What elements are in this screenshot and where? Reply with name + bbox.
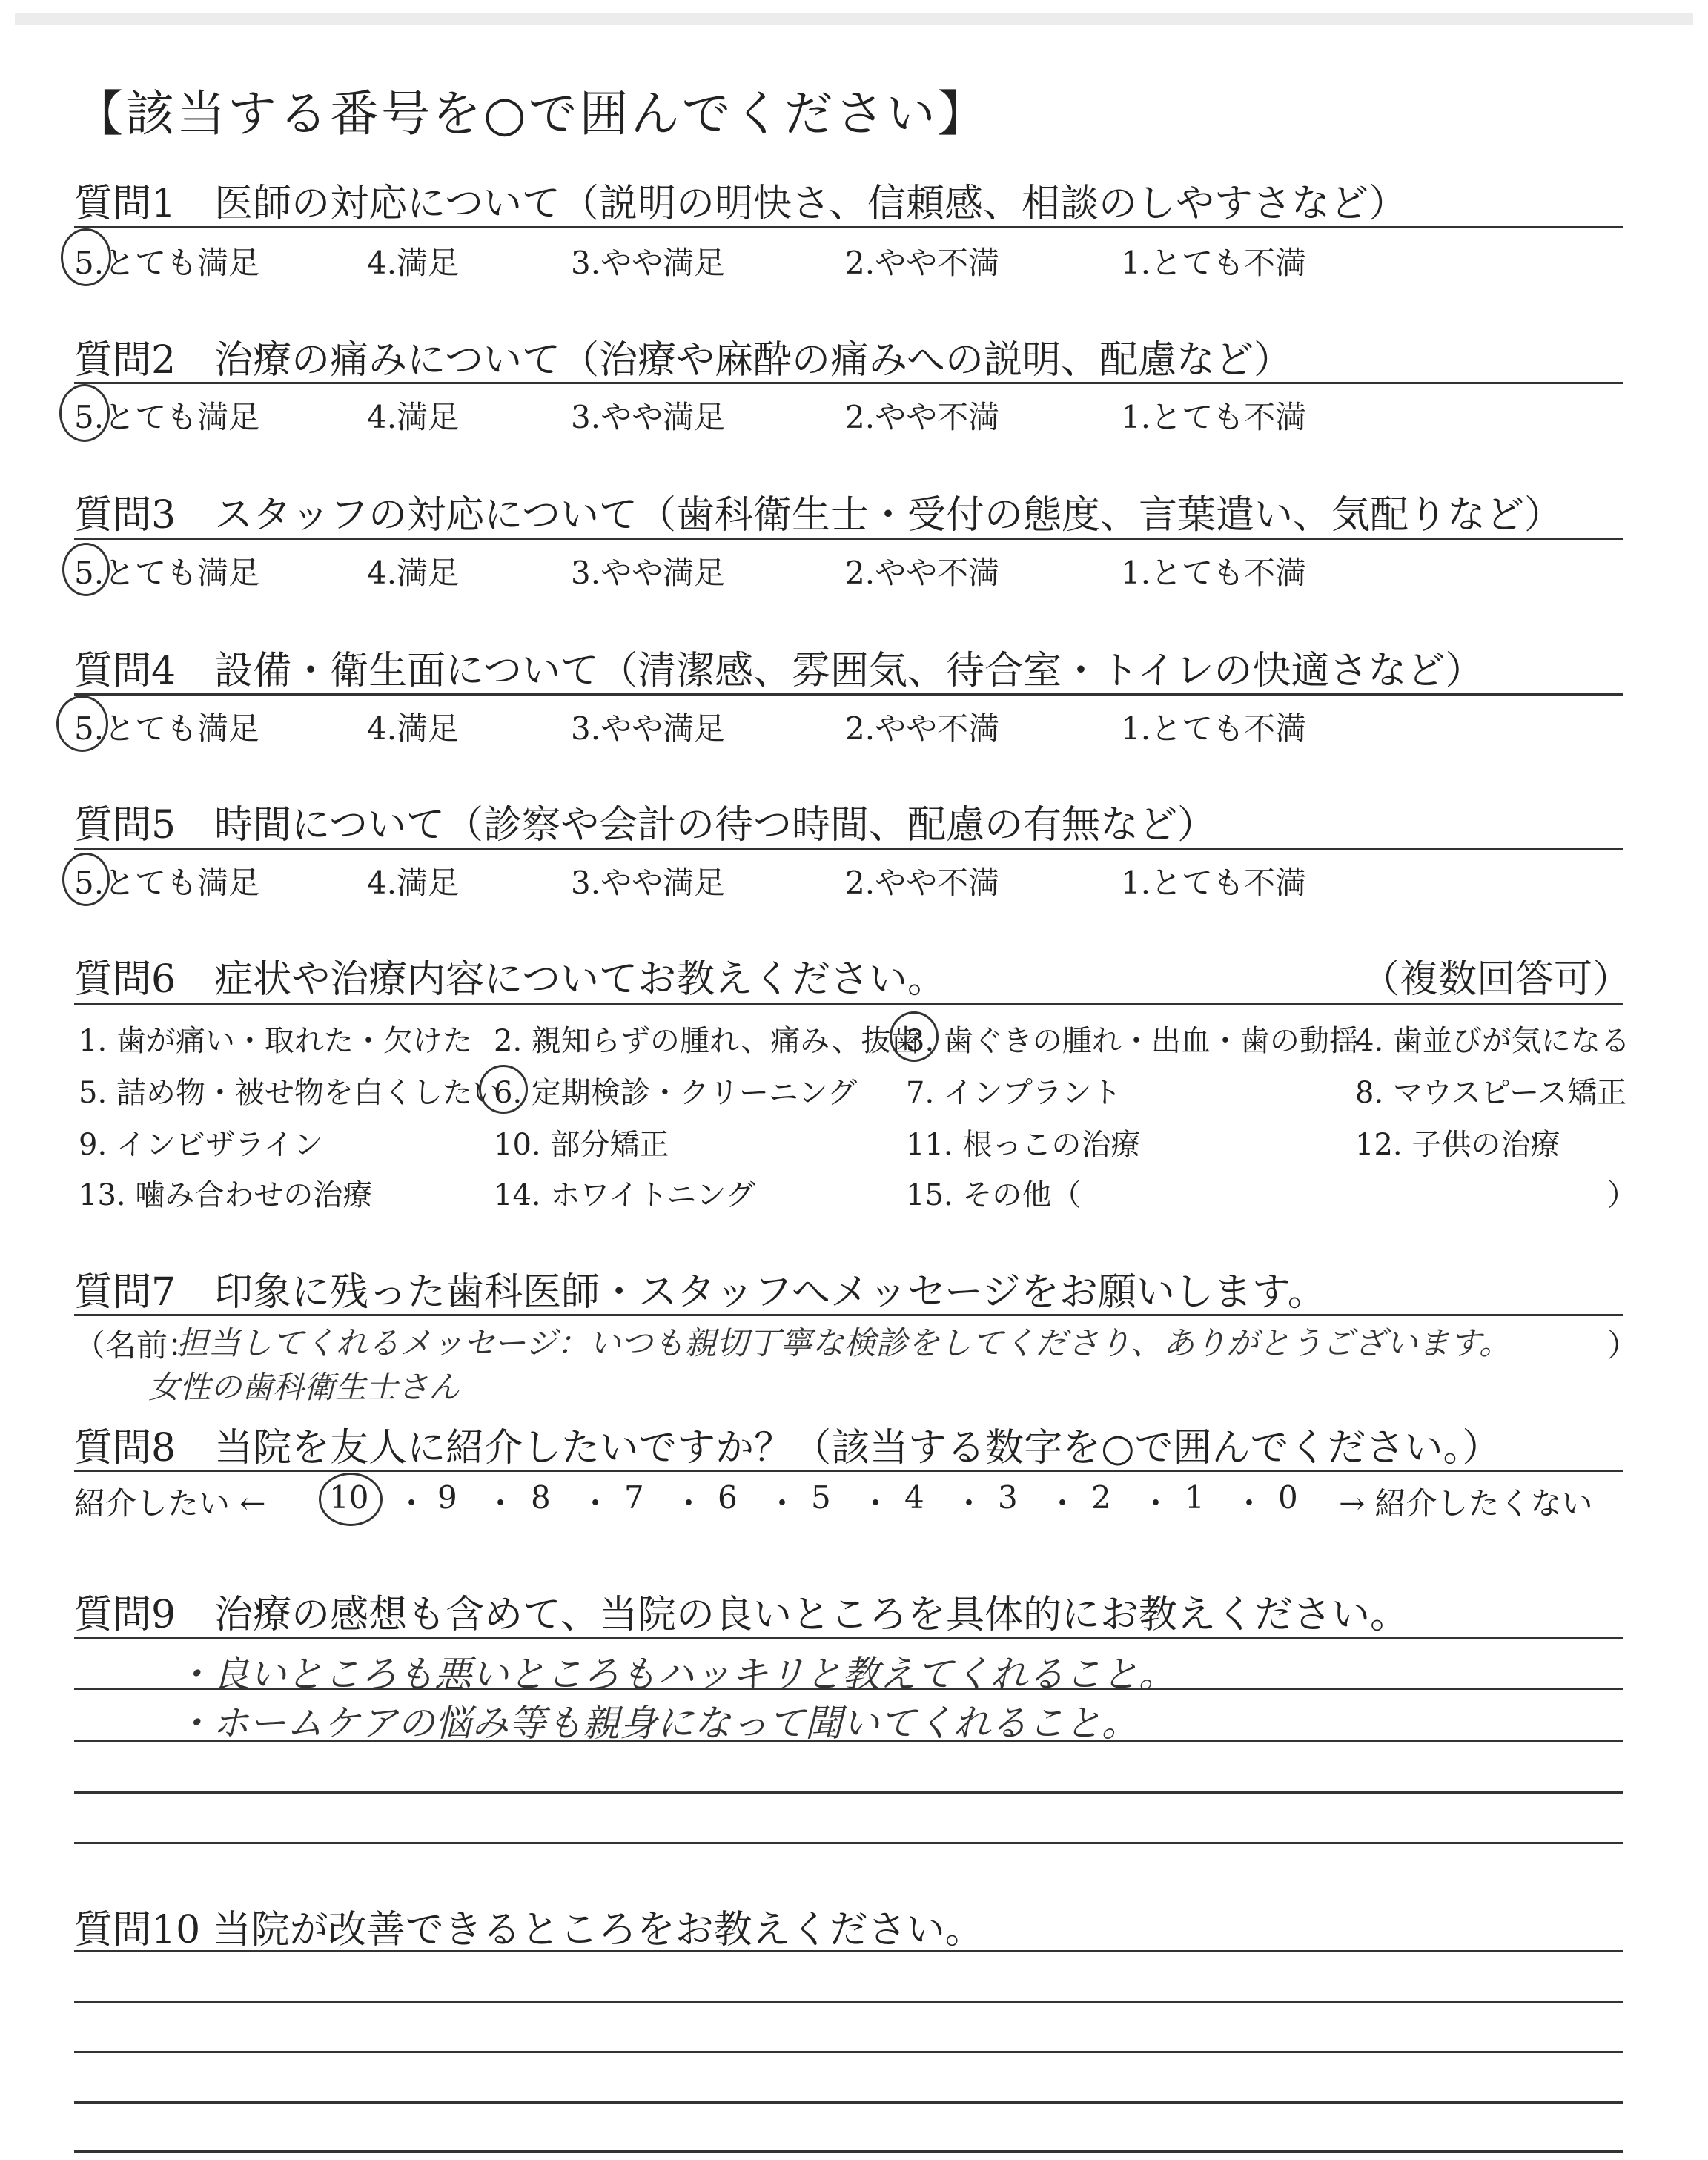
question-8-scale-0[interactable]: 0 <box>1278 1479 1298 1516</box>
question-9-title: 質問9 治療の感想も含めて、当院の良いところを具体的にお教えください。 <box>74 1593 1409 1637</box>
question-8-selection-circle <box>319 1473 383 1526</box>
question-1-rule <box>74 226 1623 228</box>
question-2-option-1[interactable]: 1.とても不満 <box>1121 399 1307 435</box>
question-5-option-5[interactable]: 5.とても満足 <box>74 865 260 901</box>
question-1-selection-circle <box>61 228 111 286</box>
question-9-rule-5 <box>74 1842 1623 1844</box>
question-6-selection-circle-6 <box>479 1065 528 1114</box>
question-6-option-6[interactable]: 6. 定期検診・クリーニング <box>494 1076 858 1110</box>
question-1-option-4[interactable]: 4.満足 <box>367 245 460 281</box>
question-8-scale-1[interactable]: 1 <box>1185 1479 1205 1516</box>
question-8-scale-dot: ・ <box>767 1485 798 1522</box>
question-5-selection-circle <box>62 853 110 906</box>
question-8-scale-10[interactable]: 10 <box>329 1479 369 1516</box>
question-6-rule <box>74 1003 1623 1005</box>
question-1-option-5[interactable]: 5.とても満足 <box>74 245 260 281</box>
question-8-scale-2[interactable]: 2 <box>1091 1479 1111 1516</box>
question-8-scale-dot: ・ <box>953 1485 985 1522</box>
question-3-option-3[interactable]: 3.やや満足 <box>571 555 726 591</box>
question-1-option-3[interactable]: 3.やや満足 <box>571 245 726 281</box>
question-4-title: 質問4 設備・衛生面について（清潔感、雰囲気、待合室・トイレの快適さなど） <box>74 649 1484 693</box>
question-8-scale-dot: ・ <box>673 1485 705 1522</box>
question-6-note: （複数回答可） <box>1361 957 1632 1002</box>
question-6-option-13[interactable]: 13. 噛み合わせの治療 <box>79 1178 373 1212</box>
question-7-name-prefix: （名前： <box>74 1327 199 1364</box>
question-8-scale-6[interactable]: 6 <box>718 1479 738 1516</box>
question-8-scale-dot: ・ <box>580 1485 612 1522</box>
question-10-rule-4 <box>74 2101 1623 2104</box>
question-8-scale-9[interactable]: 9 <box>437 1479 457 1516</box>
question-5-option-4[interactable]: 4.満足 <box>367 865 460 901</box>
question-6-selection-circle-3 <box>890 1011 939 1062</box>
question-3-option-5[interactable]: 5.とても満足 <box>74 555 260 591</box>
question-8-title: 質問8 当院を友人に紹介したいですか？（該当する数字を○で囲んでください。） <box>74 1426 1501 1470</box>
question-10-rule-5 <box>74 2150 1623 2153</box>
question-4-selection-circle <box>56 696 108 752</box>
question-6-option-3[interactable]: 3. 歯ぐきの腫れ・出血・歯の動揺 <box>906 1024 1359 1058</box>
question-9-rule-4 <box>74 1791 1623 1794</box>
question-6-option-2[interactable]: 2. 親知らずの腫れ、痛み、抜歯 <box>494 1024 921 1058</box>
question-8-rule <box>74 1470 1623 1472</box>
question-10-rule-3 <box>74 2051 1623 2053</box>
question-10-rule-2 <box>74 2001 1623 2003</box>
question-3-selection-circle <box>62 543 110 596</box>
question-3-rule <box>74 538 1623 540</box>
question-5-option-2[interactable]: 2.やや不満 <box>845 865 1000 901</box>
question-3-option-2[interactable]: 2.やや不満 <box>845 555 1000 591</box>
question-5-option-3[interactable]: 3.やや満足 <box>571 865 726 901</box>
question-5-option-1[interactable]: 1.とても不満 <box>1121 865 1307 901</box>
question-8-scale-7[interactable]: 7 <box>624 1479 644 1516</box>
question-6-option-15-close: ） <box>1607 1178 1637 1212</box>
question-7-handwritten-name: 女性の歯科衛生士さん <box>148 1369 460 1405</box>
question-2-option-5[interactable]: 5.とても満足 <box>74 399 260 435</box>
question-7-rule <box>74 1314 1623 1316</box>
question-5-title: 質問5 時間について（診察や会計の待つ時間、配慮の有無など） <box>74 803 1217 848</box>
question-4-option-1[interactable]: 1.とても不満 <box>1121 710 1307 747</box>
question-4-option-4[interactable]: 4.満足 <box>367 710 460 747</box>
question-1-option-1[interactable]: 1.とても不満 <box>1121 245 1307 281</box>
question-7-handwritten-message: 担当してくれるメッセージ：いつも親切丁寧な検診をしてくださり、ありがとうございます。 <box>176 1325 1511 1362</box>
question-10-title: 質問10 当院が改善できるところをお教えください。 <box>74 1908 984 1952</box>
question-8-left-label: 紹介したい ← <box>74 1485 266 1522</box>
question-9-rule-1 <box>74 1637 1623 1639</box>
question-2-option-2[interactable]: 2.やや不満 <box>845 399 1000 435</box>
question-7-name-suffix: ） <box>1607 1327 1639 1364</box>
question-1-option-2[interactable]: 2.やや不満 <box>845 245 1000 281</box>
question-8-right-label: → 紹介したくない <box>1339 1485 1593 1522</box>
question-6-option-15[interactable]: 15. その他（ <box>906 1178 1082 1212</box>
question-8-scale-5[interactable]: 5 <box>811 1479 831 1516</box>
question-8-scale-dot: ・ <box>396 1485 428 1522</box>
question-9-answer-1: ・良いところも悪いところもハッキリと教えてくれること。 <box>175 1653 1176 1696</box>
page-title: 【該当する番号を○で囲んでください】 <box>74 85 989 142</box>
question-3-option-4[interactable]: 4.満足 <box>367 555 460 591</box>
question-4-option-3[interactable]: 3.やや満足 <box>571 710 726 747</box>
question-4-option-2[interactable]: 2.やや不満 <box>845 710 1000 747</box>
question-6-option-5[interactable]: 5. 詰め物・被せ物を白くしたい <box>79 1076 502 1110</box>
question-2-option-3[interactable]: 3.やや満足 <box>571 399 726 435</box>
question-7-title: 質問7 印象に残った歯科医師・スタッフへメッセージをお願いします。 <box>74 1270 1326 1315</box>
question-9-answer-2: ・ホームケアの悩み等も親身になって聞いてくれること。 <box>175 1702 1139 1745</box>
question-2-rule <box>74 382 1623 384</box>
question-6-option-7[interactable]: 7. インプラント <box>906 1076 1122 1110</box>
question-2-title: 質問2 治療の痛みについて（治療や麻酔の痛みへの説明、配慮など） <box>74 338 1293 383</box>
question-8-scale-dot: ・ <box>1140 1485 1172 1522</box>
question-4-option-5[interactable]: 5.とても満足 <box>74 710 260 747</box>
question-8-scale-3[interactable]: 3 <box>998 1479 1018 1516</box>
question-3-option-1[interactable]: 1.とても不満 <box>1121 555 1307 591</box>
question-5-rule <box>74 848 1623 850</box>
question-6-option-4[interactable]: 4. 歯並びが気になる <box>1355 1024 1630 1058</box>
question-1-title: 質問1 医師の対応について（説明の明快さ、信頼感、相談のしやすさなど） <box>74 182 1407 226</box>
question-6-option-11[interactable]: 11. 根っこの治療 <box>906 1128 1141 1162</box>
question-6-option-10[interactable]: 10. 部分矯正 <box>494 1128 669 1162</box>
question-6-title: 質問6 症状や治療内容についてお教えください。 <box>74 957 947 1002</box>
question-6-option-14[interactable]: 14. ホワイトニング <box>494 1178 755 1212</box>
question-8-scale-dot: ・ <box>485 1485 517 1522</box>
question-10-rule-1 <box>74 1950 1623 1952</box>
question-8-scale-4[interactable]: 4 <box>904 1479 924 1516</box>
question-6-option-8[interactable]: 8. マウスピース矯正 <box>1355 1076 1627 1110</box>
question-8-scale-8[interactable]: 8 <box>531 1479 551 1516</box>
question-6-option-12[interactable]: 12. 子供の治療 <box>1355 1128 1560 1162</box>
question-2-selection-circle <box>59 384 110 442</box>
question-8-scale-dot: ・ <box>860 1485 892 1522</box>
question-6-option-1[interactable]: 1. 歯が痛い・取れた・欠けた <box>79 1024 472 1058</box>
question-2-option-4[interactable]: 4.満足 <box>367 399 460 435</box>
question-8-scale-dot: ・ <box>1047 1485 1079 1522</box>
question-4-rule <box>74 693 1623 696</box>
question-6-option-9[interactable]: 9. インビザライン <box>79 1128 323 1162</box>
question-8-scale-dot: ・ <box>1234 1485 1265 1522</box>
scan-top-band <box>15 13 1693 25</box>
question-3-title: 質問3 スタッフの対応について（歯科衛生士・受付の態度、言葉遣い、気配りなど） <box>74 493 1563 538</box>
